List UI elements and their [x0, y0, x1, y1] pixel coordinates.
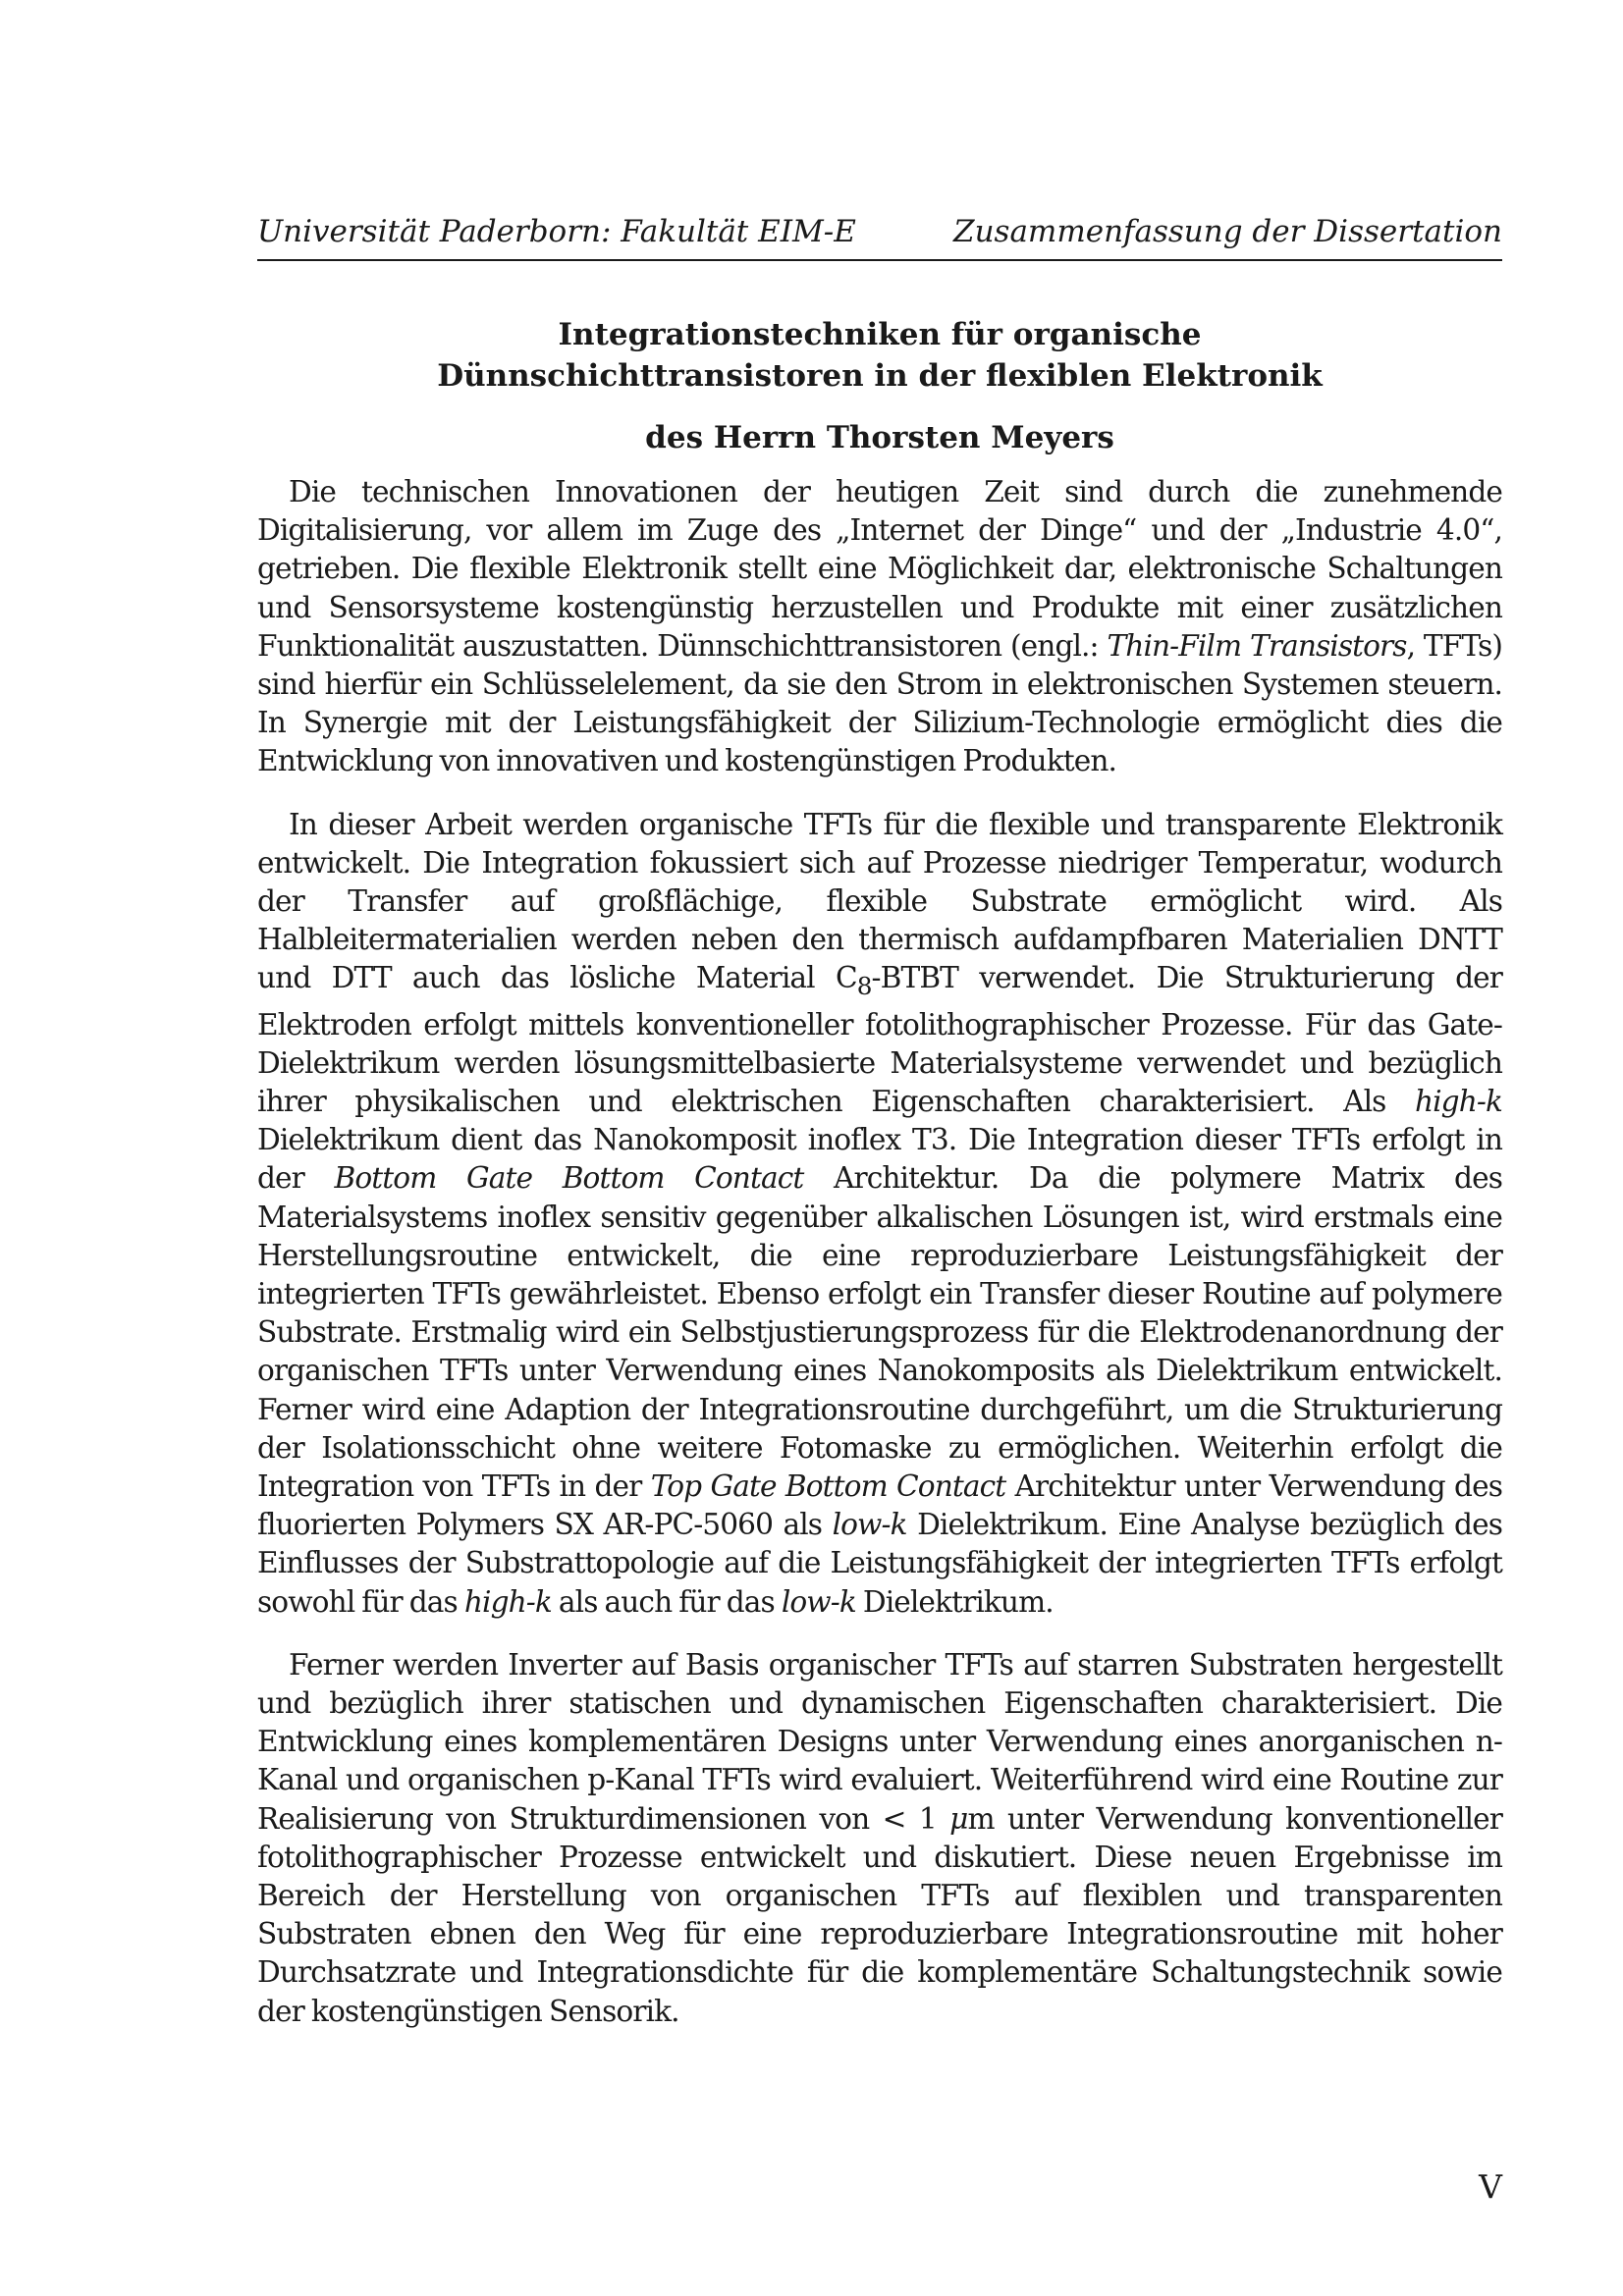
emphasis: Top Gate Bottom Contact [650, 1468, 1006, 1503]
text-run: , TFTs) sind hierfür ein Schlüsselelement, da sie den Strom in elektronischen Systemen steuern. In Synergie mit der Leistungsfähigkeit der Silizium-Technologie ermöglicht dies die Entwicklung von innovativen und kostengünstigen Produkten. [257, 628, 1503, 778]
text-run: Dielektrikum. [855, 1584, 1054, 1619]
text-run: Ferner werden Inverter auf Basis organischer TFTs auf starren Substraten hergestellt und bezüglich ihrer statischen und dynamischen Eigenschaften charakterisiert. Die Entwicklung eines komplementären Designs unter Verwendung eines anorganischen n-Kanal und organischen p-Kanal TFTs wird evaluiert. Weiterführend wird eine Routine zur Realisierung von Strukturdimensionen von < 1 [257, 1647, 1502, 1836]
header-section-title: Zusammenfassung der Dissertation [953, 214, 1502, 249]
subscript: 8 [856, 972, 872, 1001]
running-header [257, 214, 1502, 261]
abstract-body [257, 473, 1502, 2056]
paragraph-2 [257, 806, 1502, 1622]
emphasis: low-k [781, 1584, 856, 1619]
emphasis: Bottom Gate Bottom Contact [334, 1161, 804, 1196]
text-run: als auch für das [551, 1584, 782, 1619]
title-line-1: Integrationstechniken für organische [558, 317, 1202, 352]
text-run: m unter Verwendung konventioneller fotolithographischer Prozesse entwickelt und diskutiert. Diese neuen Ergebnisse im Bereich der Herstellung von organischen TFTs auf flexiblen und transparenten Substraten ebnen den Weg für eine reproduzierbare Integrationsroutine mit hoher Durchsatzrate und Integrationsdichte für die komplementäre Schaltungstechnik sowie der kostengünstigen Sensorik. [257, 1801, 1502, 2028]
text-run: -BTBT verwendet. Die Strukturierung der Elektroden erfolgt mittels konventioneller fotolithographischer Prozesse. Für das Gate-Dielektrikum werden lösungsmittelbasierte Materialsysteme verwendet und bezüglich ihrer physikalischen und elektrischen Eigenschaften charakterisiert. Als [257, 961, 1502, 1118]
text-run: Die technischen Innovationen der heutigen Zeit sind durch die zunehmende Digitalisierung, vor allem im Zuge des „Internet der Dinge“ und der „Industrie 4.0“, getrieben. Die flexible Elektronik stellt eine Möglichkeit dar, elektronische Schaltungen und Sensorsysteme kostengünstig herzustellen und Produkte mit einer zusätzlichen Funktionalität auszustatten. Dünnschichttransistoren (engl.: [257, 475, 1502, 663]
emphasis: Thin-Film Transistors [1107, 628, 1407, 663]
paragraph-1 [257, 473, 1502, 781]
page-number: V [1479, 2167, 1502, 2206]
paragraph-3 [257, 1646, 1502, 2031]
emphasis: low-k [832, 1508, 907, 1542]
emphasis: high-k [463, 1584, 552, 1619]
text-run: Architektur unter Verwendung des fluorierten Polymers SX AR-PC-5060 als [257, 1468, 1502, 1542]
author-line: des Herrn Thorsten Meyers [645, 420, 1114, 455]
document-title [257, 314, 1502, 397]
text-run: Dielektrikum dient das Nanokomposit inoflex T3. Die Integration dieser TFTs erfolgt in der [257, 1123, 1502, 1196]
document-page [257, 0, 1502, 2296]
title-line-2: Dünnschichttransistoren in der flexiblen Elektronik [437, 358, 1323, 394]
text-run: Dielektrikum. Eine Analyse bezüglich des Einflusses der Substrattopologie auf die Leistungsfähigkeit der integrierten TFTs erfolgt sowohl für das [257, 1508, 1502, 1619]
emphasis: high-k [1414, 1084, 1502, 1118]
text-run: In dieser Arbeit werden organische TFTs für die flexible und transparente Elektronik entwickelt. Die Integration fokussiert sich auf Prozesse niedriger Temperatur, wodurch der Transfer auf großflächige, flexible Substrate ermöglicht wird. Als Halbleitermaterialien werden neben den thermisch aufdampfbaren Materialien DNTT und DTT auch das lösliche Material C [257, 807, 1502, 995]
header-university: Universität Paderborn: Fakultät EIM-E [257, 214, 856, 249]
text-run: Architektur. Da die polymere Matrix des Materialsystems inoflex sensitiv gegenüber alkalischen Lösungen ist, wird erstmals eine Herstellungsroutine entwickelt, die eine reproduzierbare Leistungsfähigkeit der integrierten TFTs gewährleistet. Ebenso erfolgt ein Transfer dieser Routine auf polymere Substrate. Erstmalig wird ein Selbstjustierungsprozess für die Elektrodenanordnung der organischen TFTs unter Verwendung eines Nanokomposits als Dielektrikum entwickelt. Ferner wird eine Adaption der Integrationsroutine durchgeführt, um die Strukturierung der Isolationsschicht ohne weitere Fotomaske zu ermöglichen. Weiterhin erfolgt die Integration von TFTs in der [257, 1161, 1502, 1503]
emphasis: μ [949, 1801, 968, 1836]
